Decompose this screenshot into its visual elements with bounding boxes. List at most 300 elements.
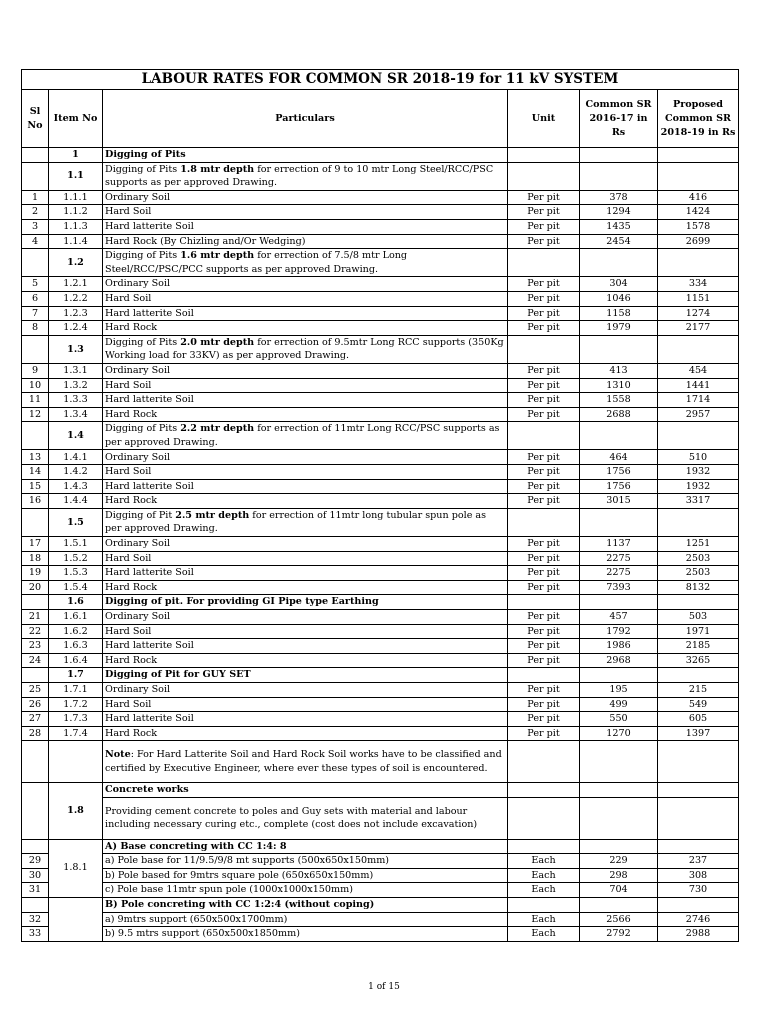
- common-sr-cell: 229: [580, 854, 658, 869]
- proposed-sr-cell: 3265: [658, 653, 739, 668]
- particulars-cell: Hard Soil: [103, 551, 508, 566]
- proposed-sr-cell: 308: [658, 868, 739, 883]
- table-row: [22, 580, 739, 595]
- table-row: [22, 291, 739, 306]
- unit-cell: Per pit: [508, 639, 580, 654]
- unit-cell: [508, 839, 580, 854]
- unit-cell: Per pit: [508, 190, 580, 205]
- sl-no-cell: 13: [22, 450, 49, 465]
- common-sr-cell: 550: [580, 712, 658, 727]
- unit-cell: Per pit: [508, 610, 580, 625]
- table-row: [22, 148, 739, 163]
- item-no-cell: 1.1: [49, 162, 103, 190]
- common-sr-cell: 2566: [580, 912, 658, 927]
- section-description: [103, 422, 508, 450]
- sl-no-cell: 24: [22, 653, 49, 668]
- proposed-sr-cell: 2957: [658, 407, 739, 422]
- item-no-cell: 1.3.4: [49, 407, 103, 422]
- common-sr-cell: [580, 783, 658, 798]
- sl-no-cell: 17: [22, 537, 49, 552]
- proposed-sr-cell: 454: [658, 363, 739, 378]
- common-sr-cell: 3015: [580, 494, 658, 509]
- proposed-sr-cell: [658, 335, 739, 363]
- particulars-cell: b) 9.5 mtrs support (650x500x1850mm): [103, 927, 508, 942]
- sl-no-cell: 22: [22, 624, 49, 639]
- table-row: [22, 927, 739, 942]
- sl-no-cell: 27: [22, 712, 49, 727]
- sl-no-cell: [22, 668, 49, 683]
- sl-no-cell: 21: [22, 610, 49, 625]
- item-no-cell: 1.5.1: [49, 537, 103, 552]
- unit-cell: [508, 897, 580, 912]
- item-no-cell: 1: [49, 148, 103, 163]
- sl-no-cell: [22, 249, 49, 277]
- sl-no-cell: [22, 335, 49, 363]
- description-suffix: for errection of 11mtr Long RCC/PSC supports as per approved Drawing.: [105, 423, 500, 448]
- particulars-cell: Hard Soil: [103, 378, 508, 393]
- unit-cell: [508, 508, 580, 536]
- table-row: [22, 668, 739, 683]
- proposed-sr-cell: [658, 839, 739, 854]
- item-no-cell: 1.8.1: [49, 839, 103, 897]
- item-no-cell: 1.4.1: [49, 450, 103, 465]
- proposed-sr-cell: [658, 148, 739, 163]
- common-sr-cell: [580, 508, 658, 536]
- sl-no-cell: 6: [22, 291, 49, 306]
- particulars-cell: Ordinary Soil: [103, 537, 508, 552]
- sl-no-cell: 25: [22, 682, 49, 697]
- sl-no-cell: [22, 839, 49, 854]
- item-no-cell: 1.4.3: [49, 479, 103, 494]
- table-row: [22, 566, 739, 581]
- unit-cell: Each: [508, 927, 580, 942]
- col-header-unit: Unit: [508, 90, 580, 148]
- particulars-cell: Hard Rock: [103, 494, 508, 509]
- table-row: [22, 797, 739, 839]
- sl-no-cell: 4: [22, 234, 49, 249]
- particulars-cell: Hard Rock: [103, 580, 508, 595]
- depth-highlight: 2.2 mtr depth: [180, 423, 255, 435]
- sl-no-cell: 11: [22, 393, 49, 408]
- proposed-sr-cell: 1151: [658, 291, 739, 306]
- col-header-sl-no: Sl No: [22, 90, 49, 148]
- page-title: LABOUR RATES FOR COMMON SR 2018-19 for 11 kV SYSTEM: [22, 70, 739, 90]
- unit-cell: Per pit: [508, 624, 580, 639]
- section-heading: Digging of Pit for GUY SET: [103, 668, 508, 683]
- item-no-cell: 1.3.1: [49, 363, 103, 378]
- unit-cell: Per pit: [508, 450, 580, 465]
- table-row: [22, 393, 739, 408]
- proposed-sr-cell: 1274: [658, 306, 739, 321]
- unit-cell: [508, 783, 580, 798]
- depth-highlight: 2.5 mtr depth: [175, 509, 250, 521]
- item-no-cell: 1.4.4: [49, 494, 103, 509]
- proposed-sr-cell: [658, 508, 739, 536]
- particulars-cell: Ordinary Soil: [103, 450, 508, 465]
- item-no-cell: 1.1.3: [49, 219, 103, 234]
- depth-highlight: 1.8 mtr depth: [180, 163, 255, 175]
- proposed-sr-cell: [658, 797, 739, 839]
- proposed-sr-cell: [658, 741, 739, 783]
- common-sr-cell: 378: [580, 190, 658, 205]
- sl-no-cell: 28: [22, 726, 49, 741]
- particulars-cell: Hard latterite Soil: [103, 306, 508, 321]
- proposed-sr-cell: [658, 422, 739, 450]
- section-description: Providing cement concrete to poles and Guy sets with material and labour including necessary curing etc., complete (cost does not include excavation): [103, 797, 508, 839]
- common-sr-cell: 499: [580, 697, 658, 712]
- proposed-sr-cell: 1251: [658, 537, 739, 552]
- common-sr-cell: 2688: [580, 407, 658, 422]
- section-heading: Concrete works: [103, 783, 508, 798]
- proposed-sr-cell: 237: [658, 854, 739, 869]
- sl-no-cell: [22, 897, 49, 912]
- sl-no-cell: 18: [22, 551, 49, 566]
- common-sr-cell: 1294: [580, 205, 658, 220]
- table-row: [22, 205, 739, 220]
- unit-cell: Per pit: [508, 363, 580, 378]
- unit-cell: Per pit: [508, 219, 580, 234]
- unit-cell: [508, 595, 580, 610]
- table-row: [22, 839, 739, 854]
- sl-no-cell: 5: [22, 277, 49, 292]
- common-sr-cell: [580, 839, 658, 854]
- proposed-sr-cell: 1441: [658, 378, 739, 393]
- common-sr-cell: 1310: [580, 378, 658, 393]
- table-row: [22, 162, 739, 190]
- particulars-cell: Hard Soil: [103, 624, 508, 639]
- proposed-sr-cell: 2503: [658, 551, 739, 566]
- unit-cell: Per pit: [508, 726, 580, 741]
- sl-no-cell: 9: [22, 363, 49, 378]
- common-sr-cell: [580, 335, 658, 363]
- proposed-sr-cell: 1424: [658, 205, 739, 220]
- common-sr-cell: 195: [580, 682, 658, 697]
- col-header-proposed-sr: Proposed Common SR 2018-19 in Rs: [658, 90, 739, 148]
- particulars-cell: Hard latterite Soil: [103, 479, 508, 494]
- common-sr-cell: 464: [580, 450, 658, 465]
- item-no-cell: 1.7.3: [49, 712, 103, 727]
- unit-cell: Each: [508, 883, 580, 898]
- sl-no-cell: 30: [22, 868, 49, 883]
- col-header-common-sr: Common SR 2016-17 in Rs: [580, 90, 658, 148]
- item-no-cell: 1.6.2: [49, 624, 103, 639]
- common-sr-cell: 2275: [580, 551, 658, 566]
- table-row: [22, 378, 739, 393]
- table-row: [22, 234, 739, 249]
- common-sr-cell: 1158: [580, 306, 658, 321]
- unit-cell: Per pit: [508, 682, 580, 697]
- common-sr-cell: [580, 162, 658, 190]
- sl-no-cell: [22, 422, 49, 450]
- sl-no-cell: 33: [22, 927, 49, 942]
- table-row: [22, 624, 739, 639]
- table-row: [22, 422, 739, 450]
- common-sr-cell: 1137: [580, 537, 658, 552]
- depth-highlight: 2.0 mtr depth: [180, 336, 255, 348]
- proposed-sr-cell: [658, 783, 739, 798]
- common-sr-cell: [580, 668, 658, 683]
- unit-cell: [508, 162, 580, 190]
- common-sr-cell: 2968: [580, 653, 658, 668]
- proposed-sr-cell: 605: [658, 712, 739, 727]
- common-sr-cell: 1046: [580, 291, 658, 306]
- table-row: [22, 277, 739, 292]
- table-row: [22, 883, 739, 898]
- item-no-cell: 1.6: [49, 595, 103, 610]
- proposed-sr-cell: 334: [658, 277, 739, 292]
- common-sr-cell: [580, 741, 658, 783]
- description-prefix: Digging of Pits: [105, 423, 181, 435]
- proposed-sr-cell: 549: [658, 697, 739, 712]
- col-header-item-no: Item No: [49, 90, 103, 148]
- unit-cell: Per pit: [508, 653, 580, 668]
- proposed-sr-cell: 8132: [658, 580, 739, 595]
- labour-rates-table: [21, 69, 739, 942]
- note-cell: [103, 741, 508, 783]
- item-no-cell: 1.4.2: [49, 465, 103, 480]
- sl-no-cell: 31: [22, 883, 49, 898]
- item-no-cell: 1.5.4: [49, 580, 103, 595]
- particulars-cell: Ordinary Soil: [103, 277, 508, 292]
- proposed-sr-cell: 2746: [658, 912, 739, 927]
- unit-cell: Each: [508, 868, 580, 883]
- sl-no-cell: 1: [22, 190, 49, 205]
- common-sr-cell: [580, 797, 658, 839]
- common-sr-cell: 2454: [580, 234, 658, 249]
- sl-no-cell: 26: [22, 697, 49, 712]
- proposed-sr-cell: 503: [658, 610, 739, 625]
- unit-cell: [508, 797, 580, 839]
- sl-no-cell: [22, 783, 49, 839]
- proposed-sr-cell: 1932: [658, 465, 739, 480]
- particulars-cell: Hard Rock: [103, 321, 508, 336]
- sl-no-cell: 19: [22, 566, 49, 581]
- unit-cell: [508, 422, 580, 450]
- table-row: [22, 697, 739, 712]
- proposed-sr-cell: [658, 897, 739, 912]
- common-sr-cell: 1979: [580, 321, 658, 336]
- unit-cell: Per pit: [508, 277, 580, 292]
- section-description: [103, 249, 508, 277]
- particulars-cell: Hard Soil: [103, 697, 508, 712]
- sl-no-cell: 23: [22, 639, 49, 654]
- description-prefix: Digging of Pits: [105, 163, 181, 175]
- particulars-cell: Ordinary Soil: [103, 610, 508, 625]
- sl-no-cell: [22, 508, 49, 536]
- proposed-sr-cell: 2988: [658, 927, 739, 942]
- unit-cell: Per pit: [508, 697, 580, 712]
- sl-no-cell: 16: [22, 494, 49, 509]
- proposed-sr-cell: 730: [658, 883, 739, 898]
- proposed-sr-cell: 1714: [658, 393, 739, 408]
- table-row: [22, 321, 739, 336]
- proposed-sr-cell: [658, 162, 739, 190]
- table-row: [22, 335, 739, 363]
- description-suffix: for errection of 7.5/8 mtr Long Steel/RCC/PSC/PCC supports as per approved Drawing.: [105, 250, 408, 275]
- table-row: [22, 479, 739, 494]
- page-footer: 1 of 15: [368, 982, 400, 992]
- section-description: [103, 162, 508, 190]
- table-row: [22, 897, 739, 912]
- unit-cell: Per pit: [508, 306, 580, 321]
- unit-cell: [508, 668, 580, 683]
- particulars-cell: a) 9mtrs support (650x500x1700mm): [103, 912, 508, 927]
- table-row: [22, 726, 739, 741]
- item-no-cell: 1.5.3: [49, 566, 103, 581]
- unit-cell: Per pit: [508, 407, 580, 422]
- header-row: [22, 90, 739, 148]
- common-sr-cell: 1558: [580, 393, 658, 408]
- unit-cell: Per pit: [508, 393, 580, 408]
- common-sr-cell: 413: [580, 363, 658, 378]
- description-suffix: for errection of 9 to 10 mtr Long Steel/RCC/PSC supports as per approved Drawing.: [105, 163, 494, 189]
- section-description: [103, 508, 508, 536]
- table-row: [22, 249, 739, 277]
- sl-no-cell: 3: [22, 219, 49, 234]
- particulars-cell: Hard Soil: [103, 205, 508, 220]
- proposed-sr-cell: 2503: [658, 566, 739, 581]
- common-sr-cell: 1270: [580, 726, 658, 741]
- unit-cell: Per pit: [508, 712, 580, 727]
- table-row: [22, 219, 739, 234]
- table-row: [22, 912, 739, 927]
- proposed-sr-cell: 1578: [658, 219, 739, 234]
- proposed-sr-cell: 2177: [658, 321, 739, 336]
- item-no-cell: 1.7: [49, 668, 103, 683]
- item-no-cell: 1.7.4: [49, 726, 103, 741]
- table-row: [22, 363, 739, 378]
- unit-cell: [508, 249, 580, 277]
- item-no-cell: 1.6.1: [49, 610, 103, 625]
- common-sr-cell: 1792: [580, 624, 658, 639]
- common-sr-cell: [580, 249, 658, 277]
- unit-cell: Per pit: [508, 494, 580, 509]
- proposed-sr-cell: 2185: [658, 639, 739, 654]
- table-row: [22, 639, 739, 654]
- item-no-cell: 1.7.2: [49, 697, 103, 712]
- sl-no-cell: [22, 162, 49, 190]
- unit-cell: Per pit: [508, 378, 580, 393]
- item-no-cell: [49, 897, 103, 941]
- table-row: [22, 508, 739, 536]
- item-no-cell: 1.4: [49, 422, 103, 450]
- item-no-cell: 1.7.1: [49, 682, 103, 697]
- particulars-cell: Ordinary Soil: [103, 682, 508, 697]
- unit-cell: Per pit: [508, 205, 580, 220]
- particulars-cell: Hard Rock (By Chizling and/Or Wedging): [103, 234, 508, 249]
- table-row: [22, 190, 739, 205]
- common-sr-cell: 2792: [580, 927, 658, 942]
- item-no-cell: 1.2: [49, 249, 103, 277]
- common-sr-cell: 704: [580, 883, 658, 898]
- sl-no-cell: [22, 595, 49, 610]
- section-description: [103, 335, 508, 363]
- item-no-cell: 1.1.4: [49, 234, 103, 249]
- table-row: [22, 610, 739, 625]
- description-prefix: Digging of Pits: [105, 336, 181, 348]
- unit-cell: Per pit: [508, 537, 580, 552]
- unit-cell: Per pit: [508, 479, 580, 494]
- sl-no-cell: 15: [22, 479, 49, 494]
- section-heading: Digging of pit. For providing GI Pipe type Earthing: [103, 595, 508, 610]
- sl-no-cell: 12: [22, 407, 49, 422]
- particulars-cell: Hard latterite Soil: [103, 393, 508, 408]
- table-row: [22, 741, 739, 783]
- common-sr-cell: 1986: [580, 639, 658, 654]
- particulars-cell: Hard latterite Soil: [103, 712, 508, 727]
- common-sr-cell: 1435: [580, 219, 658, 234]
- item-no-cell: 1.2.1: [49, 277, 103, 292]
- item-no-cell: 1.5.2: [49, 551, 103, 566]
- common-sr-cell: [580, 595, 658, 610]
- table-row: [22, 551, 739, 566]
- proposed-sr-cell: 1932: [658, 479, 739, 494]
- item-no-cell: 1.3.3: [49, 393, 103, 408]
- proposed-sr-cell: 510: [658, 450, 739, 465]
- unit-cell: [508, 741, 580, 783]
- particulars-cell: Ordinary Soil: [103, 363, 508, 378]
- sl-no-cell: 7: [22, 306, 49, 321]
- proposed-sr-cell: [658, 249, 739, 277]
- particulars-cell: b) Pole based for 9mtrs square pole (650x650x150mm): [103, 868, 508, 883]
- common-sr-cell: [580, 897, 658, 912]
- proposed-sr-cell: 1971: [658, 624, 739, 639]
- description-suffix: for errection of 11mtr long tubular spun pole as per approved Drawing.: [105, 509, 487, 535]
- item-no-cell: 1.8: [49, 783, 103, 839]
- item-no-cell: 1.1.2: [49, 205, 103, 220]
- table-row: [22, 306, 739, 321]
- table-row: [22, 682, 739, 697]
- common-sr-cell: [580, 148, 658, 163]
- particulars-cell: c) Pole base 11mtr spun pole (1000x1000x150mm): [103, 883, 508, 898]
- particulars-cell: Hard latterite Soil: [103, 219, 508, 234]
- table-row: [22, 868, 739, 883]
- item-no-cell: [49, 741, 103, 783]
- item-no-cell: 1.3.2: [49, 378, 103, 393]
- unit-cell: [508, 148, 580, 163]
- table-row: [22, 854, 739, 869]
- sl-no-cell: 20: [22, 580, 49, 595]
- sl-no-cell: 29: [22, 854, 49, 869]
- description-suffix: for errection of 9.5mtr Long RCC supports (350Kg Working load for 33KV) as per approved Drawing.: [105, 336, 504, 362]
- note-text: : For Hard Latterite Soil and Hard Rock Soil works have to be classified and certified by Executive Engineer, where ever these types of soil is encountered.: [105, 749, 502, 774]
- common-sr-cell: 457: [580, 610, 658, 625]
- table-row: [22, 407, 739, 422]
- item-no-cell: 1.1.1: [49, 190, 103, 205]
- sl-no-cell: [22, 148, 49, 163]
- proposed-sr-cell: 1397: [658, 726, 739, 741]
- common-sr-cell: 304: [580, 277, 658, 292]
- particulars-cell: Hard Soil: [103, 465, 508, 480]
- common-sr-cell: 1756: [580, 465, 658, 480]
- table-row: [22, 595, 739, 610]
- particulars-cell: a) Pole base for 11/9.5/9/8 mt supports (500x650x150mm): [103, 854, 508, 869]
- proposed-sr-cell: 3317: [658, 494, 739, 509]
- item-no-cell: 1.3: [49, 335, 103, 363]
- sl-no-cell: 8: [22, 321, 49, 336]
- item-no-cell: 1.6.3: [49, 639, 103, 654]
- table-row: [22, 653, 739, 668]
- table-row: [22, 450, 739, 465]
- particulars-cell: Hard latterite Soil: [103, 639, 508, 654]
- unit-cell: Per pit: [508, 321, 580, 336]
- description-prefix: Digging of Pits: [105, 250, 181, 262]
- unit-cell: Each: [508, 854, 580, 869]
- common-sr-cell: 298: [580, 868, 658, 883]
- note-label: Note: [105, 749, 131, 761]
- proposed-sr-cell: [658, 595, 739, 610]
- table-row: [22, 712, 739, 727]
